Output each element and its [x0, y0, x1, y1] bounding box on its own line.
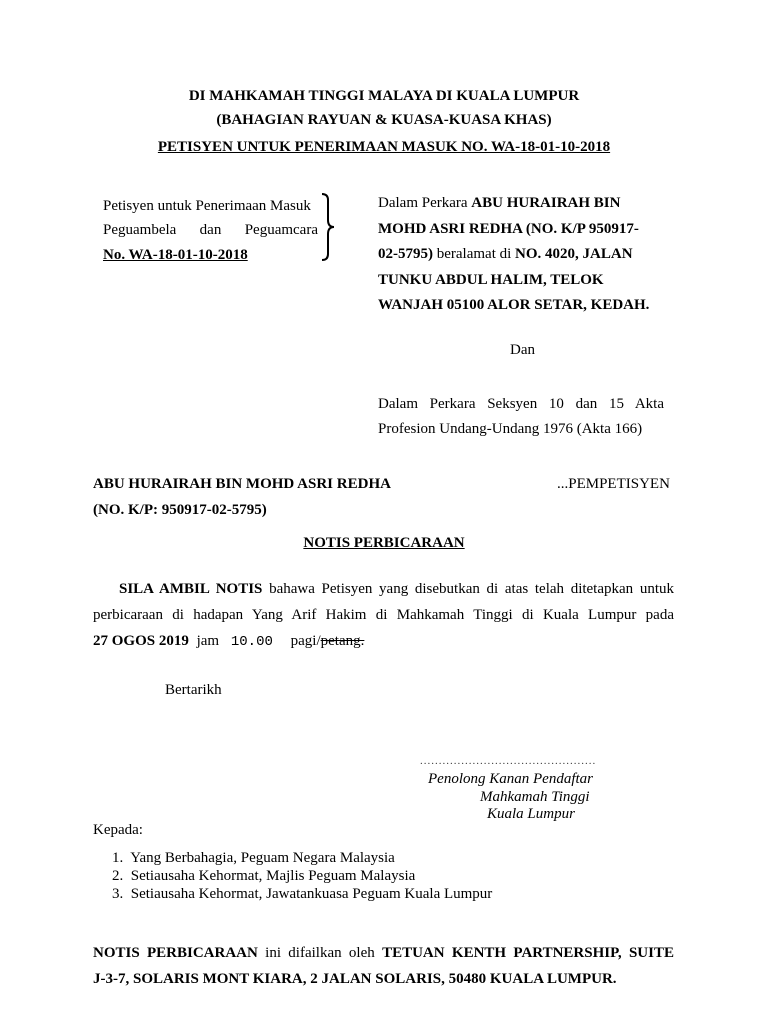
notice-line-1: [93, 576, 674, 602]
ic-tail: 02-5795): [378, 246, 433, 262]
right-line-5: WANJAH 05100 ALOR SETAR, KEDAH.: [378, 297, 650, 313]
act-line-1: Dalam Perkara Seksyen 10 dan 15 Akta: [378, 396, 664, 412]
right-line-1: [378, 191, 678, 217]
act-line-2: Profesion Undang-Undang 1976 (Akta 166): [378, 421, 643, 437]
notice-body: [93, 576, 674, 655]
filed-by-line-2: J-3-7, SOLARIS MONT KIARA, 2 JALAN SOLARIS, 50480 KUALA LUMPUR.: [93, 971, 617, 987]
pagi-label: pagi/: [290, 633, 321, 649]
left-line-1: Petisyen untuk Penerimaan Masuk: [103, 198, 311, 214]
filed-by-line-1: [93, 940, 674, 966]
address-prefix: beralamat di: [433, 246, 516, 262]
left-line-2-b: dan: [199, 222, 222, 238]
notice-line-2: perbicaraan di hadapan Yang Arif Hakim di Mahkamah Tinggi di Kuala Lumpur pada: [93, 607, 674, 623]
filed-by-block: [93, 940, 674, 992]
right-line-2: MOHD ASRI REDHA (NO. K/P 950917-: [378, 220, 639, 237]
right-line-4: TUNKU ABDUL HALIM, TELOK: [378, 271, 604, 288]
law-firm-name: TETUAN KENTH PARTNERSHIP, SUITE: [382, 945, 674, 961]
bertarikh-label: Bertarikh: [165, 682, 222, 698]
notice-line-3: [93, 628, 674, 655]
recipient-list: [112, 849, 492, 903]
court-title: DI MAHKAMAH TINGGI MALAYA DI KUALA LUMPUR: [188, 88, 580, 104]
notice-intro-rest: bahawa Petisyen yang disebutkan di atas telah ditetapkan untuk: [262, 581, 675, 597]
left-block: [103, 193, 318, 269]
petition-number-title: PETISYEN UNTUK PENERIMAAN MASUK NO. WA-18-01-10-2018: [157, 139, 611, 155]
act-block: [378, 392, 664, 442]
recipient-item: 2. Setiausaha Kehormat, Majlis Peguam Malaysia: [112, 868, 416, 884]
notice-intro-bold: SILA AMBIL NOTIS: [119, 581, 263, 597]
jam-label: jam: [196, 633, 220, 649]
petitioner-role: ...PEMPETISYEN: [557, 476, 670, 492]
filed-notice-bold: NOTIS PERBICARAAN: [93, 945, 258, 961]
curly-brace-icon: [318, 192, 336, 262]
court-division: (BAHAGIAN RAYUAN & KUASA-KUASA KHAS): [216, 112, 552, 128]
filed-by-text: ini difailkan oleh: [257, 945, 383, 961]
hearing-date: 27 OGOS 2019: [93, 633, 189, 649]
right-block: [378, 191, 678, 319]
petitioner-name-1: ABU HURAIRAH BIN: [471, 195, 621, 211]
petitioner-ic: (NO. K/P: 950917-02-5795): [93, 502, 267, 518]
left-line-2-a: Peguambela: [103, 222, 177, 238]
signature-place: Kuala Lumpur: [487, 806, 575, 822]
kepada-label: Kepada:: [93, 822, 143, 838]
left-line-2-c: Peguamcara: [244, 222, 318, 238]
petitioner-name: ABU HURAIRAH BIN MOHD ASRI REDHA: [93, 476, 391, 492]
in-matter-prefix: Dalam Perkara: [378, 195, 472, 211]
petang-struck: petang.: [320, 633, 365, 649]
signature-court: Mahkamah Tinggi: [480, 789, 590, 805]
notice-title: NOTIS PERBICARAAN: [303, 535, 465, 551]
signature-dots: ...............................................: [420, 755, 597, 767]
recipient-item: 3. Setiausaha Kehormat, Jawatankuasa Peguam Kuala Lumpur: [112, 886, 493, 902]
dan-text: Dan: [510, 342, 535, 358]
right-line-3: [378, 242, 678, 268]
signature-title: Penolong Kanan Pendaftar: [428, 771, 593, 787]
recipient-item: 1. Yang Berbahagia, Peguam Negara Malaysia: [112, 850, 395, 866]
hearing-time: 10.00: [230, 634, 273, 650]
address-1: NO. 4020, JALAN: [515, 246, 633, 262]
left-line-3: No. WA-18-01-10-2018: [103, 247, 248, 263]
left-line-2: [103, 219, 318, 241]
